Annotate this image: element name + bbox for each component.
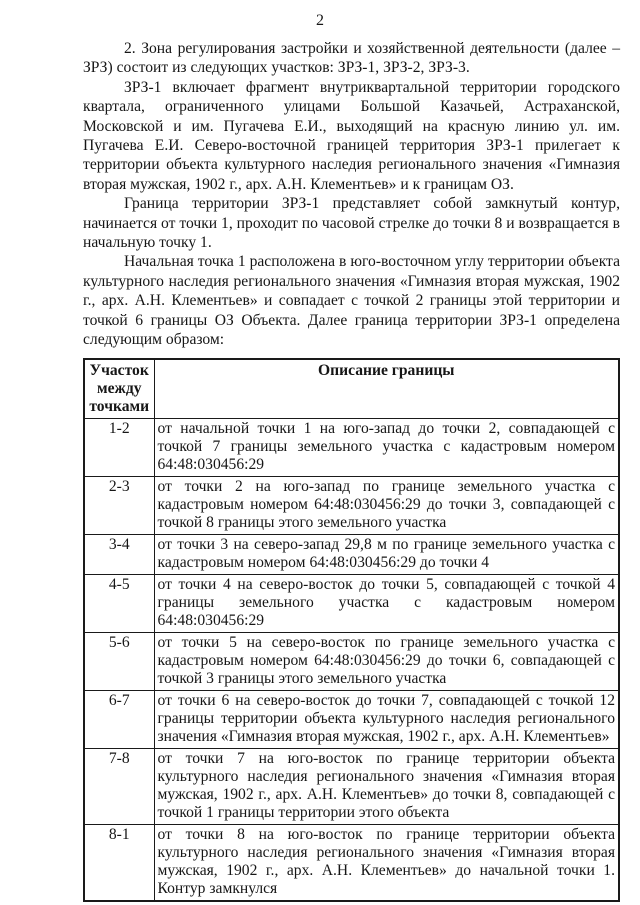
description-cell: от начальной точки 1 на юго-запад до точки 2, совпадающей с точкой 7 границы земельного участка с кадастровым номером 64:48:030456:29 <box>154 418 619 476</box>
description-cell: от точки 8 на юго-восток по границе территории объекта культурного наследия регионального значения «Гимназия вторая мужская, 1902 г., арх. А.Н. Клементьев» до начальной точки 1. Контур замкнулся <box>154 824 619 901</box>
description-cell: от точки 2 на юго-запад по границе земельного участка с кадастровым номером 64:48:030456:29 до точки 3, совпадающей с точкой 8 границы этого земельного участка <box>154 476 619 534</box>
table-header-row <box>84 359 619 419</box>
table-header-description: Описание границы <box>154 359 619 419</box>
table-row <box>84 748 619 824</box>
table-row <box>84 632 619 690</box>
document-content <box>83 39 620 902</box>
paragraph-start-point: Начальная точка 1 расположена в юго-восточном углу территории объекта культурного наследия регионального значения «Гимназия вторая мужская, 1902 г., арх. А.Н. Клементьев» и совпадает с точкой 2 границы этой территории и точкой 6 границы ОЗ Объекта. Далее граница территории ЗРЗ-1 определена следующим образом: <box>83 253 620 349</box>
paragraph-zrz1-location: ЗРЗ-1 включает фрагмент внутриквартальной территории городского квартала, ограниченного улицами Большой Казачьей, Астраханской, Московской и им. Пугачева Е.И., выходящий на красную линию ул. им. Пугачева Е.И. Северо-восточной границей территория ЗРЗ-1 прилегает к территории объекта культурного наследия регионального значения «Гимназия вторая мужская, 1902 г., арх. А.Н. Клементьев» и к границам ОЗ. <box>83 78 620 193</box>
paragraph-zrz-intro: 2. Зона регулирования застройки и хозяйственной деятельности (далее – ЗРЗ) состоит из следующих участков: ЗРЗ-1, ЗРЗ-2, ЗРЗ-3. <box>83 40 620 77</box>
section-cell: 4-5 <box>84 574 154 632</box>
description-cell: от точки 5 на северо-восток по границе земельного участка с кадастровым номером 64:48:030456:29 до точки 6, совпадающей с точкой 3 границы этого земельного участка <box>154 632 619 690</box>
table-row <box>84 574 619 632</box>
description-cell: от точки 4 на северо-восток до точки 5, совпадающей с точкой 4 границы земельного участка с кадастровым номером 64:48:030456:29 <box>154 574 619 632</box>
page-number: 2 <box>316 12 324 29</box>
table-row <box>84 534 619 574</box>
description-cell: от точки 6 на северо-восток до точки 7, совпадающей с точкой 12 границы территории объекта культурного наследия регионального значения «Гимназия вторая мужская, 1902 г., арх. А.Н. Клементьев» <box>154 690 619 748</box>
section-cell: 7-8 <box>84 748 154 824</box>
paragraph-zrz1-contour: Граница территории ЗРЗ-1 представляет собой замкнутый контур, начинается от точки 1, проходит по часовой стрелке до точки 8 и возвращается в начальную точку 1. <box>83 195 620 252</box>
description-cell: от точки 3 на северо-запад 29,8 м по границе земельного участка с кадастровым номером 64:48:030456:29 до точки 4 <box>154 534 619 574</box>
description-cell: от точки 7 на юго-восток по границе территории объекта культурного наследия регионального значения «Гимназия вторая мужская, 1902 г., арх. А.Н. Клементьев» до точки 8, совпадающей с точкой 1 границы территории этого объекта <box>154 748 619 824</box>
section-cell: 3-4 <box>84 534 154 574</box>
table-row <box>84 690 619 748</box>
section-cell: 2-3 <box>84 476 154 534</box>
table-row <box>84 418 619 476</box>
table-row <box>84 824 619 901</box>
table-header-section: Участок между точками <box>84 359 154 419</box>
section-cell: 5-6 <box>84 632 154 690</box>
table-row <box>84 476 619 534</box>
section-cell: 8-1 <box>84 824 154 901</box>
section-cell: 1-2 <box>84 418 154 476</box>
boundary-description-table <box>83 358 620 902</box>
section-cell: 6-7 <box>84 690 154 748</box>
